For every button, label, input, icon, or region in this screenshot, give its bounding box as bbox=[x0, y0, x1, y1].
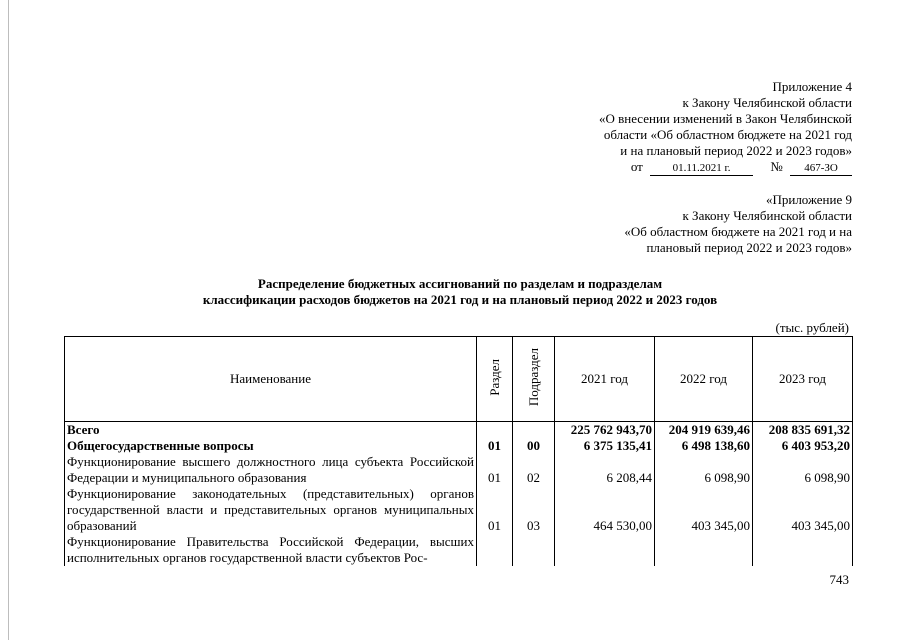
row-2022: 204 919 639,46 bbox=[655, 422, 753, 439]
row-section bbox=[477, 534, 513, 566]
row-name: Функционирование Правительства Российской Федерации, высших исполнительных органов государственной власти субъектов Рос- bbox=[65, 534, 477, 566]
header-2023: 2023 год bbox=[753, 337, 853, 422]
row-subsection: 03 bbox=[513, 486, 555, 534]
row-2022: 6 098,90 bbox=[655, 454, 753, 486]
table-row bbox=[65, 454, 853, 486]
appendix-4-line2: к Закону Челябинской области bbox=[682, 95, 852, 110]
row-subsection: 00 bbox=[513, 438, 555, 454]
row-name: Общегосударственные вопросы bbox=[65, 438, 477, 454]
appendix-4-block bbox=[599, 79, 852, 176]
header-2021: 2021 год bbox=[555, 337, 655, 422]
units-label: (тыс. рублей) bbox=[775, 320, 849, 335]
table-row bbox=[65, 486, 853, 534]
number-label: № bbox=[770, 159, 783, 174]
row-2023: 403 345,00 bbox=[753, 486, 853, 534]
appendix-4-date-line bbox=[599, 159, 852, 176]
header-subsection: Подраздел bbox=[513, 337, 555, 422]
appendix-9-block bbox=[624, 192, 852, 256]
row-section: 01 bbox=[477, 486, 513, 534]
from-label: от bbox=[630, 159, 643, 174]
appendix-9-line4: плановый период 2022 и 2023 годов» bbox=[646, 240, 852, 255]
row-2021: 6 375 135,41 bbox=[555, 438, 655, 454]
law-date: 01.11.2021 г. bbox=[650, 162, 753, 176]
table-row bbox=[65, 438, 853, 454]
document-title bbox=[90, 276, 830, 308]
table-row bbox=[65, 534, 853, 566]
row-subsection: 02 bbox=[513, 454, 555, 486]
appendix-4-line3: «О внесении изменений в Закон Челябинской bbox=[598, 111, 852, 126]
row-2021 bbox=[555, 534, 655, 566]
row-2021: 225 762 943,70 bbox=[555, 422, 655, 439]
budget-table bbox=[64, 336, 853, 566]
row-name: Функционирование законодательных (представительных) органов государственной власти и представительных органов муниципальных образований bbox=[65, 486, 477, 534]
row-2021: 464 530,00 bbox=[555, 486, 655, 534]
title-line1: Распределение бюджетных ассигнований по разделам и подразделам bbox=[257, 276, 663, 291]
row-2023: 208 835 691,32 bbox=[753, 422, 853, 439]
row-section bbox=[477, 422, 513, 439]
table-header-row bbox=[65, 337, 853, 422]
table-row bbox=[65, 422, 853, 439]
appendix-4-line5: и на плановый период 2022 и 2023 годов» bbox=[620, 143, 852, 158]
row-subsection bbox=[513, 534, 555, 566]
law-number: 467-ЗО bbox=[790, 162, 852, 176]
left-margin-rule bbox=[8, 0, 9, 640]
row-subsection bbox=[513, 422, 555, 439]
header-2022: 2022 год bbox=[655, 337, 753, 422]
header-section: Раздел bbox=[477, 337, 513, 422]
budget-table-viewport bbox=[64, 336, 854, 566]
row-section: 01 bbox=[477, 438, 513, 454]
appendix-9-line3: «Об областном бюджете на 2021 год и на bbox=[624, 224, 852, 239]
row-2022 bbox=[655, 534, 753, 566]
appendix-4-line4: области «Об областном бюджете на 2021 год bbox=[603, 127, 852, 142]
appendix-9-title: «Приложение 9 bbox=[765, 192, 852, 207]
row-2023: 6 098,90 bbox=[753, 454, 853, 486]
row-section: 01 bbox=[477, 454, 513, 486]
row-2023: 6 403 953,20 bbox=[753, 438, 853, 454]
header-name: Наименование bbox=[65, 337, 477, 422]
title-line2: классификации расходов бюджетов на 2021 год и на плановый период 2022 и 2023 годов bbox=[202, 292, 718, 307]
row-2022: 6 498 138,60 bbox=[655, 438, 753, 454]
row-name: Всего bbox=[65, 422, 477, 439]
appendix-4-title: Приложение 4 bbox=[772, 79, 852, 94]
page-number: 743 bbox=[829, 572, 849, 587]
row-name: Функционирование высшего должностного лица субъекта Российской Федерации и муниципального образования bbox=[65, 454, 477, 486]
appendix-9-line2: к Закону Челябинской области bbox=[682, 208, 852, 223]
row-2022: 403 345,00 bbox=[655, 486, 753, 534]
row-2021: 6 208,44 bbox=[555, 454, 655, 486]
row-2023 bbox=[753, 534, 853, 566]
